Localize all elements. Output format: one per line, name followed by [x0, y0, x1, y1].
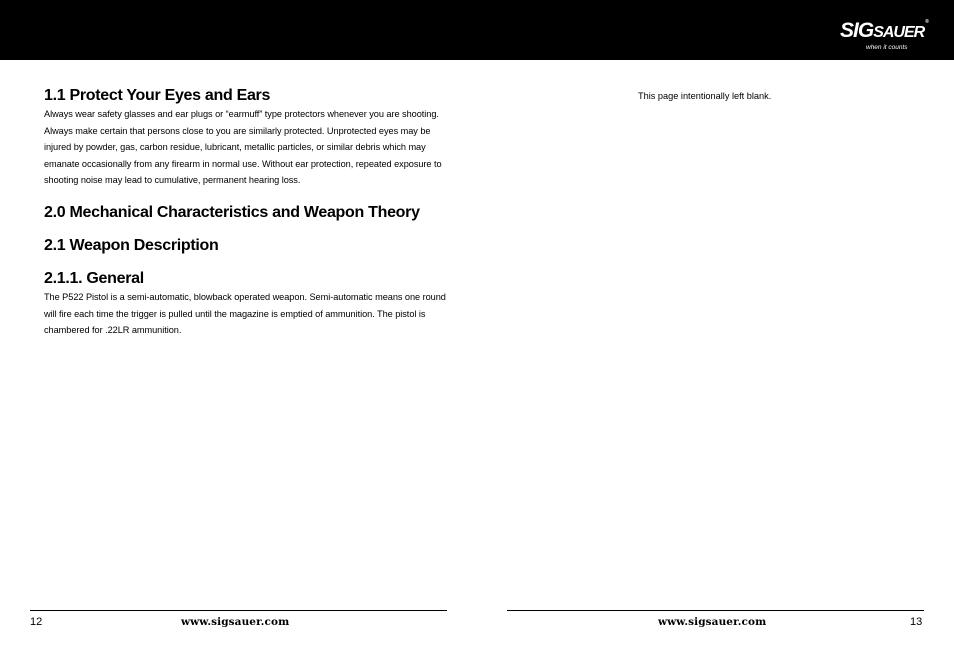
logo-tagline: when it counts	[866, 44, 908, 51]
left-page-content	[44, 86, 454, 339]
logo-registered-mark: ®	[925, 19, 928, 25]
logo-sig-text: SIG	[840, 19, 874, 42]
heading-protect-eyes-ears: 1.1 Protect Your Eyes and Ears	[44, 87, 271, 104]
footer-divider-right	[507, 610, 924, 611]
heading-weapon-description: 2.1 Weapon Description	[44, 236, 219, 254]
heading-general: 2.1.1. General	[44, 269, 144, 287]
heading-mechanical-characteristics: 2.0 Mechanical Characteristics and Weapon Theory	[44, 203, 420, 221]
page-number-right: 13	[910, 616, 923, 628]
blank-page-note: This page intentionally left blank.	[638, 91, 772, 101]
page-number-left: 12	[30, 616, 43, 628]
logo-sauer-text: SAUER	[873, 24, 925, 41]
footer-divider-left	[30, 610, 447, 611]
website-link-left[interactable]: www.sigsauer.com	[181, 616, 290, 628]
website-link-right[interactable]: www.sigsauer.com	[658, 616, 767, 628]
sig-sauer-logo	[838, 20, 928, 54]
paragraph-general: The P522 Pistol is a semi-automatic, blowback operated weapon. Semi-automatic means one round will fire each time the trigger is pulled until the magazine is emptied of ammunition. The pistol is chambered for .22LR ammunition.	[44, 291, 446, 336]
header-bar	[0, 0, 954, 60]
paragraph-protect-eyes-ears: Always wear safety glasses and ear plugs or “earmuff” type protectors whenever you are shooting. Always make certain that persons close to you are similarly protected. Unprotected eyes may be injured by powder, gas, carbon residue, lubricant, metallic particles, or similar debris which may emanate occasionally from any firearm in normal use. Without ear protection, repeated exposure to shooting noise may lead to cumulative, permanent hearing loss.	[44, 109, 442, 186]
